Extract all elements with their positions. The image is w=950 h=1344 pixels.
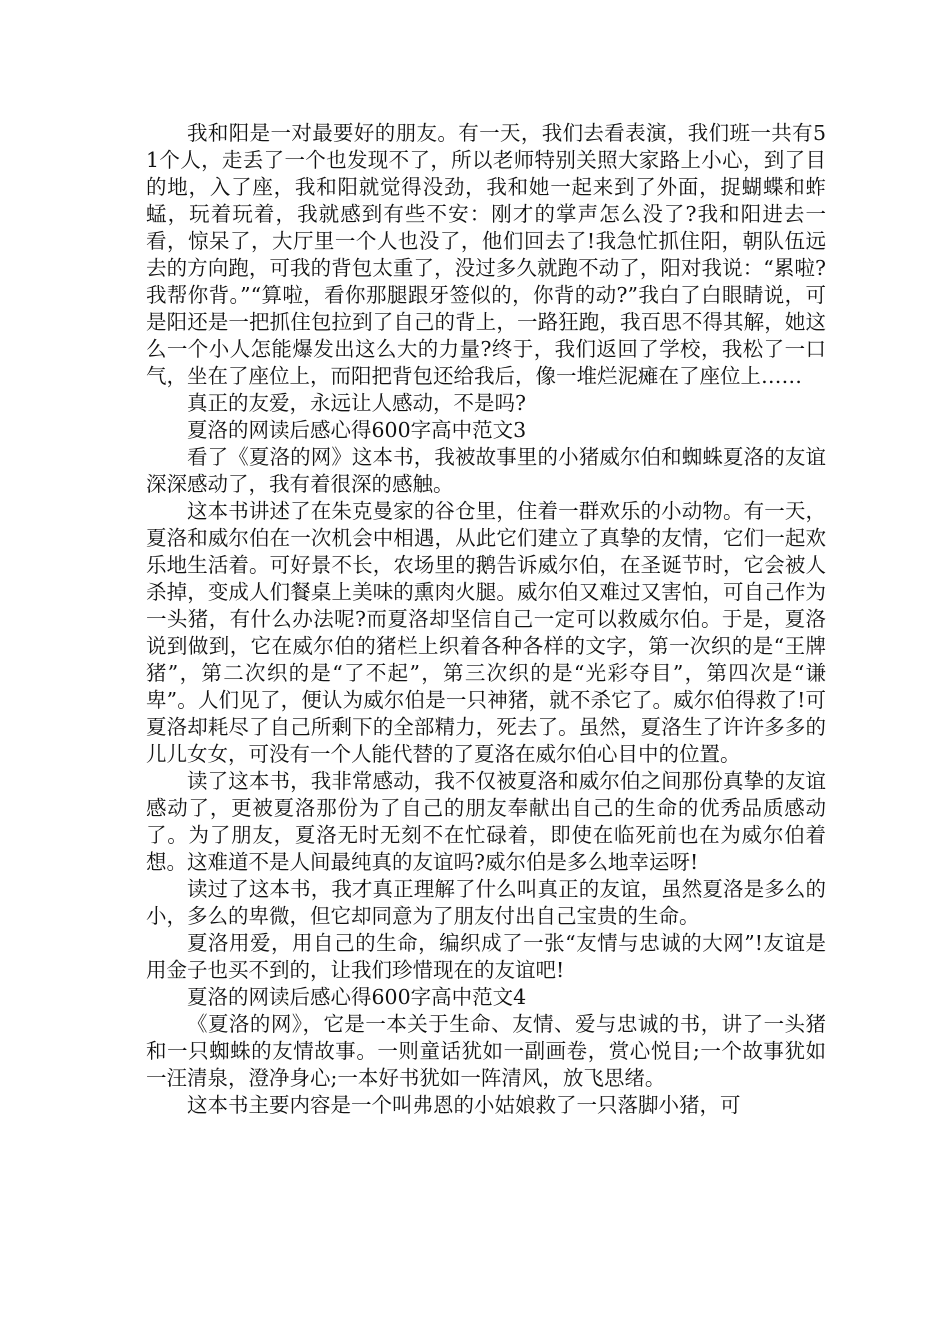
paragraph-essay-4-content: 这本书主要内容是一个叫弗恩的小姑娘救了一只落脚小猪，可	[187, 1093, 741, 1117]
paragraph-moral: 真正的友爱，永远让人感动，不是吗?	[187, 391, 526, 415]
section-heading-essay-4: 夏洛的网读后感心得600字高中范文4	[187, 985, 527, 1009]
paragraph-essay-3-summary: 这本书讲述了在朱克曼家的谷仓里，住着一群欢乐的小动物。有一天，夏洛和威尔伯在一次机会中相遇，从此它们建立了真挚的友情，它们一起欢乐地生活着。可好景不长，农场里的鹅告诉威尔伯，在圣诞节时，它会被人杀掉，变成人们餐桌上美味的熏肉火腿。威尔伯又难过又害怕，可自己作为一头猪，有什么办法呢?而夏洛却坚信自己一定可以救威尔伯。于是，夏洛说到做到，它在威尔伯的猪栏上织着各种各样的文字，第一次织的是“王牌猪”，第二次织的是“了不起”，第三次织的是“光彩夺目”，第四次是“谦卑”。人们见了，便认为威尔伯是一只神猪，就不杀它了。威尔伯得救了!可夏洛却耗尽了自己所剩下的全部精力，死去了。虽然，夏洛生了许许多多的儿儿女女，可没有一个人能代替的了夏洛在威尔伯心目中的位置。	[146, 499, 826, 766]
paragraph-essay-4-intro: 《夏洛的网》，它是一本关于生命、友情、爱与忠诚的书，讲了一头猪和一只蜘蛛的友情故事。一则童话犹如一副画卷，赏心悦目;一个故事犹如一汪清泉，澄净身心;一本好书犹如一阵清风，放飞思绪。	[146, 1012, 826, 1090]
paragraph-essay-3-conclusion: 夏洛用爱，用自己的生命，编织成了一张“友情与忠诚的大网”!友谊是用金子也买不到的，让我们珍惜现在的友谊吧!	[146, 931, 826, 982]
paragraph-essay-3-understanding: 读过了这本书，我才真正理解了什么叫真正的友谊，虽然夏洛是多么的小，多么的卑微，但它却同意为了朋友付出自己宝贵的生命。	[146, 877, 826, 928]
section-heading-essay-3: 夏洛的网读后感心得600字高中范文3	[187, 418, 527, 442]
paragraph-essay-3-intro: 看了《夏洛的网》这本书，我被故事里的小猪威尔伯和蜘蛛夏洛的友谊深深感动了，我有着很深的感触。	[146, 445, 826, 496]
paragraph-story-ending: 我和阳是一对最要好的朋友。有一天，我们去看表演，我们班一共有51个人，走丢了一个也发现不了，所以老师特别关照大家路上小心，到了目的地，入了座，我和阳就觉得没劲，我和她一起来到了外面，捉蝴蝶和蚱蜢，玩着玩着，我就感到有些不安：刚才的掌声怎么没了?我和阳进去一看，惊呆了，大厅里一个人也没了，他们回去了!我急忙抓住阳，朝队伍远去的方向跑，可我的背包太重了，没过多久就跑不动了，阳对我说：“累啦?我帮你背。”“算啦，看你那腿跟牙签似的，你背的动?”我白了白眼睛说，可是阳还是一把抓住包拉到了自己的背上，一路狂跑，我百思不得其解，她这么一个小人怎能爆发出这么大的力量?终于，我们返回了学校，我松了一口气，坐在了座位上，而阳把背包还给我后，像一堆烂泥瘫在了座位上……	[146, 121, 826, 388]
document-body	[146, 120, 826, 1119]
paragraph-essay-3-reflection: 读了这本书，我非常感动，我不仅被夏洛和威尔伯之间那份真挚的友谊感动了，更被夏洛那份为了自己的朋友奉献出自己的生命的优秀品质感动了。为了朋友，夏洛无时无刻不在忙碌着，即使在临死前也在为威尔伯着想。这难道不是人间最纯真的友谊吗?威尔伯是多么地幸运呀!	[146, 769, 826, 874]
